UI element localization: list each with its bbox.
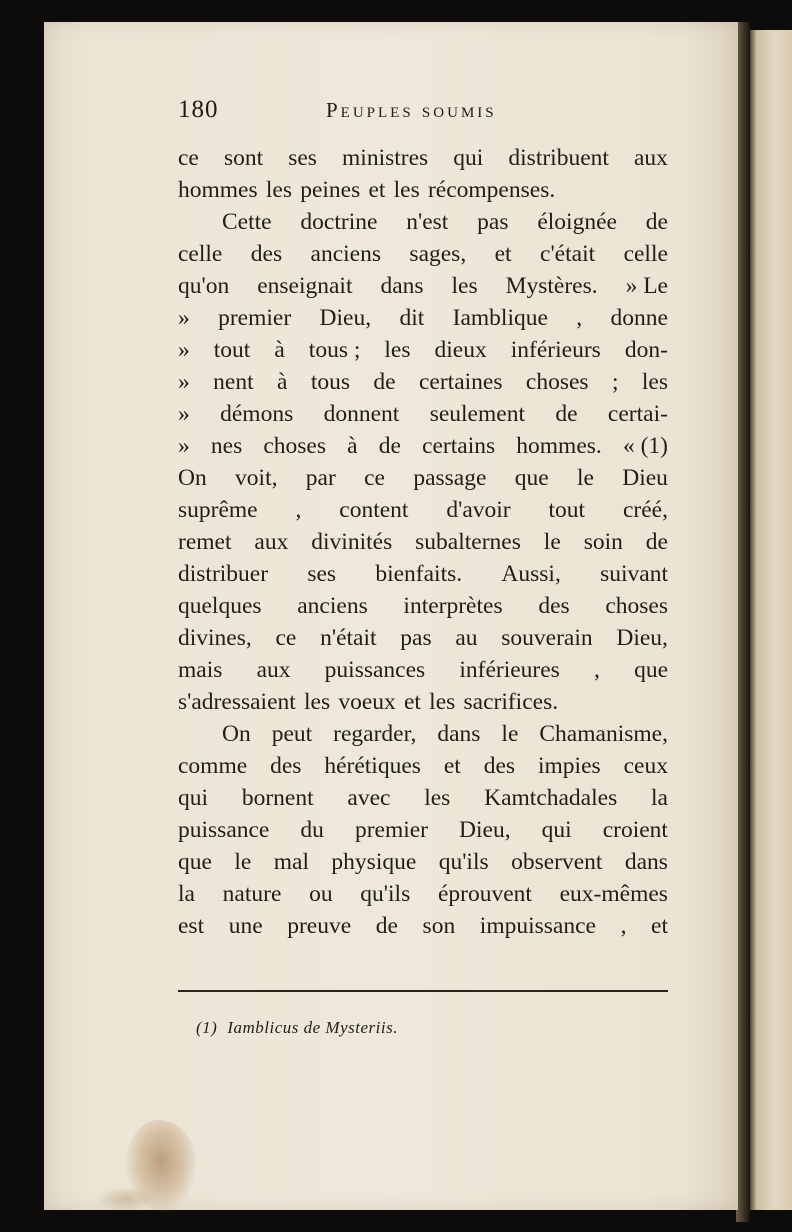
word: le	[543, 529, 561, 555]
word: dit	[399, 305, 425, 331]
word: soin	[583, 529, 623, 555]
facing-page-edge	[748, 30, 792, 1210]
word: démons	[220, 401, 294, 427]
word: que	[634, 657, 668, 683]
word: certaines	[418, 369, 503, 395]
word: aux	[256, 657, 291, 683]
word: créé,	[622, 497, 668, 523]
word: preuve	[287, 913, 352, 939]
word: les	[641, 369, 668, 395]
word: c'était	[540, 241, 596, 267]
book-gutter-shadow	[736, 22, 750, 1222]
word: à	[277, 369, 288, 395]
running-head: Peuples soumis	[326, 98, 497, 122]
word: de	[378, 433, 401, 459]
word: par	[305, 465, 336, 491]
word: ce	[275, 625, 297, 651]
footnote	[196, 1018, 408, 1038]
word: content	[339, 497, 409, 523]
word: celle	[178, 241, 223, 267]
word: qui	[541, 817, 572, 843]
word: des	[250, 241, 283, 267]
text-line	[178, 718, 668, 750]
word: ministres	[342, 145, 429, 171]
text-line	[178, 206, 668, 238]
text-line	[178, 750, 668, 782]
text-line	[178, 494, 668, 526]
word: peut	[271, 721, 313, 747]
text-line	[178, 590, 668, 622]
text-line	[178, 782, 668, 814]
word: les	[451, 273, 478, 299]
word: et	[443, 753, 461, 779]
footnote-marker: (1)	[196, 1018, 218, 1037]
word: premier	[218, 305, 292, 331]
word: comme	[178, 753, 248, 779]
word: des	[483, 753, 516, 779]
word: les	[265, 177, 292, 203]
word: observent	[511, 849, 603, 875]
word: voeux	[338, 689, 396, 715]
word: la	[651, 785, 668, 811]
word: est	[178, 913, 205, 939]
word: aux	[634, 145, 668, 171]
word: Aussi,	[501, 561, 561, 587]
word: anciens	[297, 593, 368, 619]
text-line	[178, 302, 668, 334]
word: divines,	[178, 625, 252, 651]
word: de	[645, 209, 668, 235]
word: bienfaits.	[375, 561, 463, 587]
word: don-	[624, 337, 668, 363]
word: »	[178, 305, 190, 331]
word: de	[645, 529, 668, 555]
text-line	[178, 238, 668, 270]
word: » Le	[625, 273, 668, 299]
text-line	[178, 910, 668, 942]
word: interprètes	[403, 593, 503, 619]
word: seulement	[429, 401, 525, 427]
word: de	[373, 369, 396, 395]
word: On	[222, 721, 251, 747]
word: donnent	[323, 401, 400, 427]
text-line	[178, 846, 668, 878]
word: distribuent	[508, 145, 609, 171]
text-line	[178, 142, 668, 174]
word: distribuer	[178, 561, 269, 587]
word: récompenses.	[427, 177, 556, 203]
word: à	[274, 337, 285, 363]
text-line	[178, 462, 668, 494]
word: d'avoir	[446, 497, 511, 523]
word: celle	[623, 241, 668, 267]
page-header	[178, 96, 668, 132]
word: au	[455, 625, 478, 651]
word: qui	[453, 145, 484, 171]
word: subalternes	[415, 529, 521, 555]
word: des	[270, 753, 302, 779]
word: souverain	[501, 625, 593, 651]
word: peines	[300, 177, 361, 203]
word: »	[178, 433, 190, 459]
word: à	[347, 433, 358, 459]
word: regarder,	[333, 721, 417, 747]
word: dans	[437, 721, 481, 747]
body-text	[178, 142, 668, 942]
word: les	[429, 689, 456, 715]
word: du	[300, 817, 324, 843]
word: et	[403, 689, 421, 715]
word: ,	[594, 657, 600, 683]
word: tout	[213, 337, 251, 363]
text-line	[178, 686, 668, 718]
word: mal	[273, 849, 309, 875]
word: sont	[223, 145, 264, 171]
word: Kamtchadales	[484, 785, 618, 811]
word: qu'ils	[438, 849, 489, 875]
text-line	[178, 814, 668, 846]
word: les	[384, 337, 411, 363]
word: éprouvent	[437, 881, 532, 907]
word: ce	[178, 145, 199, 171]
word: bornent	[241, 785, 314, 811]
word: nent	[213, 369, 254, 395]
word: enseignait	[257, 273, 353, 299]
word: Dieu	[622, 465, 668, 491]
word: Cette	[222, 209, 272, 235]
paper-stain-small	[96, 1186, 156, 1212]
word: les	[393, 177, 420, 203]
word: Dieu,	[459, 817, 511, 843]
word: donne	[610, 305, 668, 331]
word: des	[538, 593, 570, 619]
word: puissances	[324, 657, 426, 683]
text-line	[178, 654, 668, 686]
word: Dieu,	[319, 305, 372, 331]
word: le	[501, 721, 519, 747]
text-line	[178, 270, 668, 302]
text-line	[178, 398, 668, 430]
word: divinités	[311, 529, 393, 555]
footnote-text: Iamblicus de Mysteriis.	[227, 1018, 398, 1037]
word: et	[368, 177, 386, 203]
word: avec	[347, 785, 391, 811]
word: les	[424, 785, 451, 811]
footnote-rule	[178, 990, 668, 992]
text-line	[178, 558, 668, 590]
word: Dieu,	[616, 625, 668, 651]
word: ses	[288, 145, 317, 171]
word: aux	[254, 529, 289, 555]
word: passage	[413, 465, 487, 491]
text-line	[178, 430, 668, 462]
word: qu'ils	[360, 881, 411, 907]
word: et	[651, 913, 668, 939]
text-line	[178, 366, 668, 398]
word: physique	[331, 849, 417, 875]
word: que	[514, 465, 549, 491]
word: choses	[263, 433, 327, 459]
word: les	[304, 689, 331, 715]
word: »	[178, 401, 190, 427]
word: remet	[178, 529, 232, 555]
word: tous ;	[308, 337, 361, 363]
word: sacrifices.	[463, 689, 559, 715]
word: hérétiques	[324, 753, 421, 779]
word: eux-mêmes	[559, 881, 668, 907]
word: ou	[309, 881, 333, 907]
word: doctrine	[300, 209, 378, 235]
word: et	[494, 241, 512, 267]
word: une	[228, 913, 263, 939]
word: ,	[620, 913, 627, 939]
word: choses	[525, 369, 589, 395]
word: »	[178, 369, 190, 395]
word: Mystères.	[505, 273, 598, 299]
word: inférieurs	[510, 337, 601, 363]
word: impies	[537, 753, 601, 779]
text-line	[178, 622, 668, 654]
word: mais	[178, 657, 223, 683]
word: On	[178, 465, 207, 491]
word: dans	[380, 273, 424, 299]
word: Iamblique	[452, 305, 548, 331]
word: le	[234, 849, 252, 875]
word: n'était	[320, 625, 377, 651]
word: impuissance	[479, 913, 596, 939]
word: sages,	[409, 241, 467, 267]
text-line	[178, 878, 668, 910]
word: ce	[364, 465, 385, 491]
word: certai-	[607, 401, 668, 427]
word: nature	[222, 881, 282, 907]
word: ,	[295, 497, 302, 523]
word: « (1)	[622, 433, 668, 459]
word: ceux	[623, 753, 668, 779]
word: qu'on	[178, 273, 230, 299]
word: »	[178, 337, 190, 363]
word: que	[178, 849, 212, 875]
word: qui	[178, 785, 209, 811]
word: de	[555, 401, 578, 427]
word: n'est	[406, 209, 449, 235]
word: ses	[307, 561, 337, 587]
word: suivant	[600, 561, 668, 587]
word: suprême	[178, 497, 258, 523]
word: dieux	[434, 337, 487, 363]
word: choses	[605, 593, 668, 619]
word: son	[422, 913, 456, 939]
word: hommes	[178, 177, 258, 203]
word: pas	[400, 625, 432, 651]
word: ;	[611, 369, 619, 395]
word: le	[576, 465, 594, 491]
word: ,	[576, 305, 583, 331]
word: certains	[422, 433, 496, 459]
word: pas	[477, 209, 509, 235]
word: tous	[310, 369, 351, 395]
word: hommes.	[516, 433, 602, 459]
word: premier	[354, 817, 429, 843]
word: nes	[210, 433, 243, 459]
word: inférieures	[459, 657, 560, 683]
text-line	[178, 174, 668, 206]
word: s'adressaient	[178, 689, 296, 715]
word: éloignée	[537, 209, 617, 235]
page-number: 180	[178, 96, 219, 123]
word: croient	[602, 817, 668, 843]
word: la	[178, 881, 195, 907]
word: dans	[624, 849, 668, 875]
word: puissance	[178, 817, 270, 843]
word: voit,	[235, 465, 278, 491]
word: quelques	[178, 593, 262, 619]
word: de	[375, 913, 398, 939]
text-line	[178, 334, 668, 366]
word: tout	[548, 497, 586, 523]
word: Chamanisme,	[539, 721, 668, 747]
text-line	[178, 526, 668, 558]
word: anciens	[310, 241, 381, 267]
